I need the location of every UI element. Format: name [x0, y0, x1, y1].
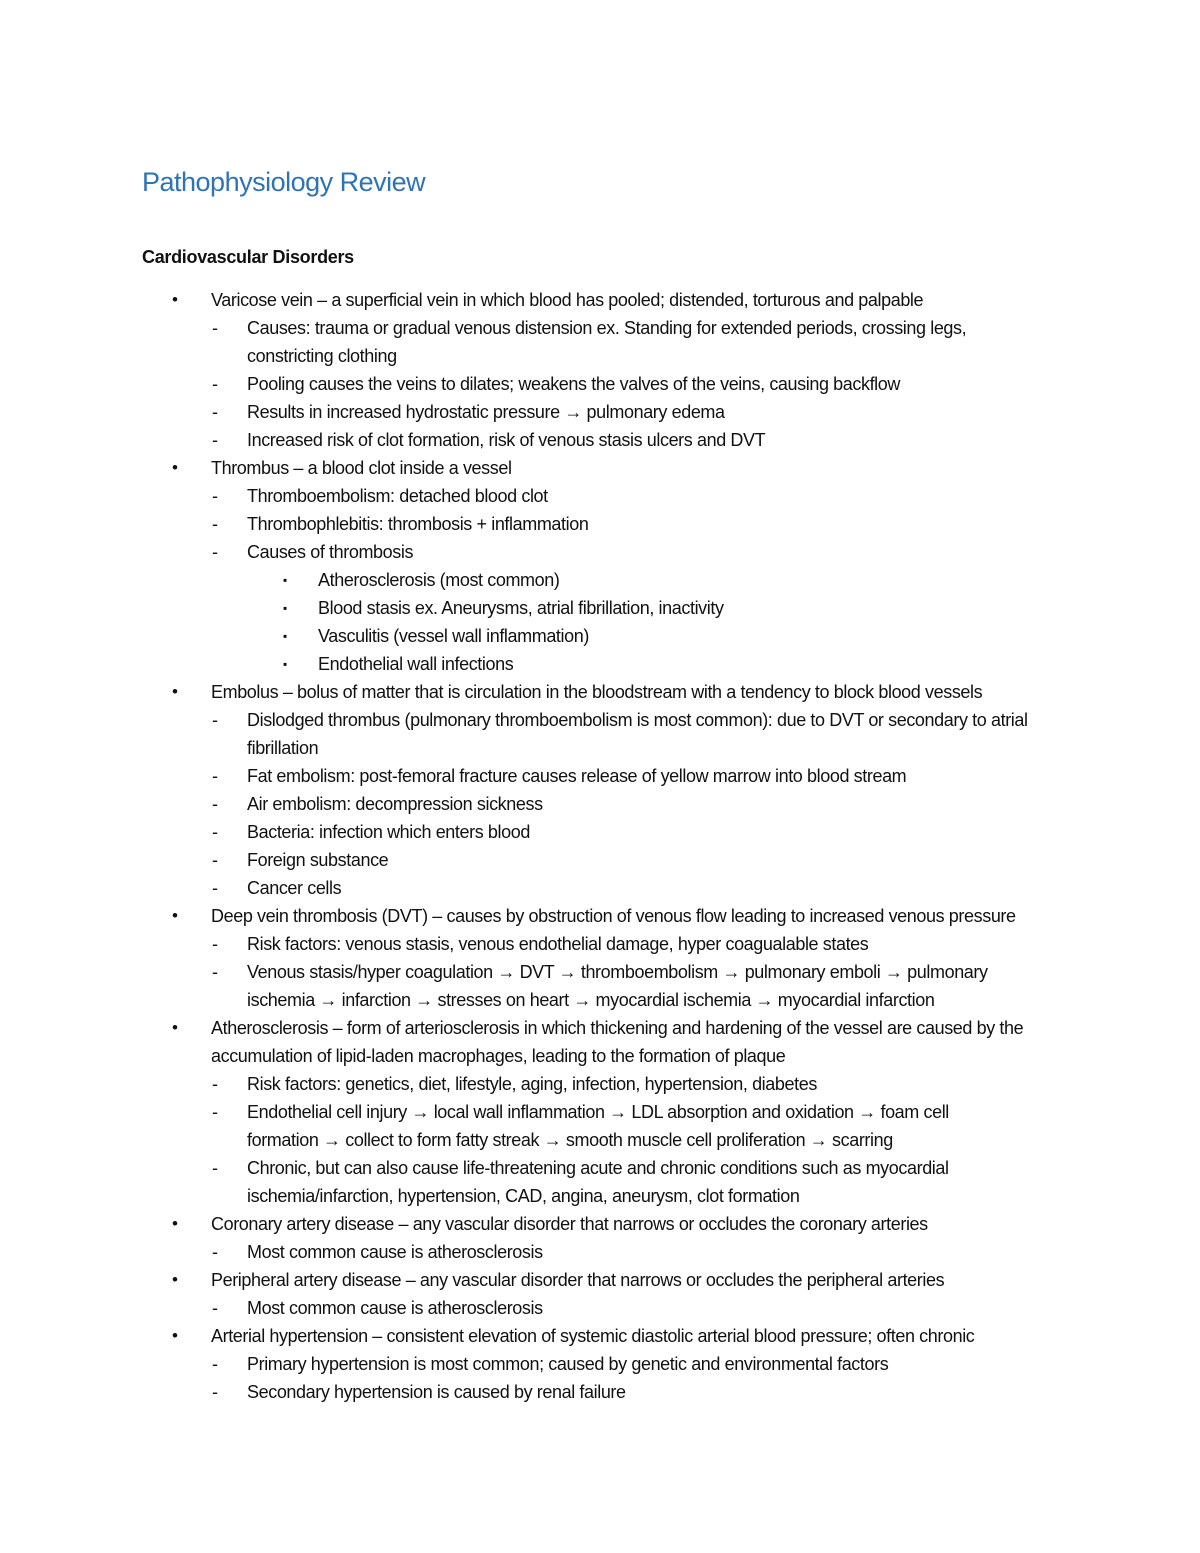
- outline-list: [0, 286, 1028, 1406]
- list-item-level-3: [0, 650, 1028, 678]
- list-item-level-1: [0, 678, 1028, 706]
- list-item-text: Risk factors: genetics, diet, lifestyle, aging, infection, hypertension, diabetes: [247, 1074, 817, 1094]
- dash-marker: -: [212, 430, 218, 450]
- list-item-level-1: [0, 454, 1028, 482]
- dash-marker: -: [212, 934, 218, 954]
- dash-marker: -: [212, 402, 218, 422]
- bullet-marker: ▪: [283, 629, 287, 643]
- list-item-level-2: [0, 874, 1028, 902]
- list-item-text: Chronic, but can also cause life-threatening acute and chronic conditions such as myocardial: [247, 1158, 949, 1178]
- list-item-text: Arterial hypertension – consistent elevation of systemic diastolic arterial blood pressure; often chronic: [211, 1326, 975, 1346]
- list-item-text: Primary hypertension is most common; caused by genetic and environmental factors: [247, 1354, 889, 1374]
- list-item-text: fibrillation: [247, 738, 319, 758]
- list-item-text: Results in increased hydrostatic pressure → pulmonary edema: [247, 402, 725, 422]
- list-item-text: Most common cause is atherosclerosis: [247, 1298, 543, 1318]
- list-item-text: Peripheral artery disease – any vascular disorder that narrows or occludes the peripheral arteries: [211, 1270, 945, 1290]
- bullet-marker: •: [172, 1214, 178, 1233]
- list-item-text: Cancer cells: [247, 878, 342, 898]
- list-item-level-2: [0, 706, 1028, 734]
- dash-marker: -: [212, 1382, 218, 1402]
- dash-marker: -: [212, 794, 218, 814]
- dash-marker: -: [212, 1354, 218, 1374]
- dash-marker: -: [212, 710, 218, 730]
- list-item-text: accumulation of lipid-laden macrophages, leading to the formation of plaque: [211, 1046, 786, 1066]
- list-item-text: Venous stasis/hyper coagulation → DVT → thromboembolism → pulmonary emboli → pulmonary: [247, 962, 988, 982]
- list-item-continuation: [0, 986, 1028, 1014]
- list-item-text: constricting clothing: [247, 346, 397, 366]
- list-item-level-2: [0, 1098, 1028, 1126]
- page-title: Pathophysiology Review: [142, 167, 426, 197]
- list-item-text: Embolus – bolus of matter that is circulation in the bloodstream with a tendency to block blood vessels: [211, 682, 983, 702]
- list-item-text: Dislodged thrombus (pulmonary thromboembolism is most common): due to DVT or secondary to atrial: [247, 710, 1028, 730]
- list-item-level-3: [0, 594, 1028, 622]
- bullet-marker: •: [172, 682, 178, 701]
- list-item-level-2: [0, 426, 1028, 454]
- list-item-text: Risk factors: venous stasis, venous endothelial damage, hyper coagualable states: [247, 934, 869, 954]
- list-item-level-2: [0, 958, 1028, 986]
- bullet-marker: ▪: [283, 601, 287, 615]
- list-item-level-2: [0, 1350, 1028, 1378]
- list-item-level-2: [0, 1238, 1028, 1266]
- dash-marker: -: [212, 1158, 218, 1178]
- list-item-text: Endothelial cell injury → local wall inflammation → LDL absorption and oxidation → foam cell: [247, 1102, 949, 1122]
- list-item-text: Varicose vein – a superficial vein in which blood has pooled; distended, torturous and palpable: [211, 290, 924, 310]
- list-item-level-2: [0, 1294, 1028, 1322]
- dash-marker: -: [212, 878, 218, 898]
- list-item-text: Increased risk of clot formation, risk of venous stasis ulcers and DVT: [247, 430, 766, 450]
- list-item-text: Atherosclerosis (most common): [318, 570, 560, 590]
- list-item-continuation: [0, 1042, 1028, 1070]
- list-item-continuation: [0, 1182, 1028, 1210]
- list-item-text: Fat embolism: post-femoral fracture causes release of yellow marrow into blood stream: [247, 766, 907, 786]
- list-item-level-1: [0, 286, 1028, 314]
- list-item-text: ischemia → infarction → stresses on heart → myocardial ischemia → myocardial infarction: [247, 990, 935, 1010]
- list-item-level-2: [0, 510, 1028, 538]
- list-item-continuation: [0, 734, 1028, 762]
- list-item-text: Causes: trauma or gradual venous distension ex. Standing for extended periods, crossing legs,: [247, 318, 967, 338]
- bullet-marker: •: [172, 1326, 178, 1345]
- dash-marker: -: [212, 1242, 218, 1262]
- list-item-level-2: [0, 846, 1028, 874]
- dash-marker: -: [212, 850, 218, 870]
- list-item-text: Bacteria: infection which enters blood: [247, 822, 530, 842]
- dash-marker: -: [212, 318, 218, 338]
- list-item-level-1: [0, 1014, 1028, 1042]
- list-item-level-2: [0, 538, 1028, 566]
- list-item-continuation: [0, 1126, 1028, 1154]
- list-item-level-2: [0, 1154, 1028, 1182]
- dash-marker: -: [212, 1074, 218, 1094]
- list-item-text: Atherosclerosis – form of arteriosclerosis in which thickening and hardening of the vessel are caused by the: [211, 1018, 1024, 1038]
- list-item-level-3: [0, 622, 1028, 650]
- dash-marker: -: [212, 962, 218, 982]
- list-item-text: Air embolism: decompression sickness: [247, 794, 543, 814]
- list-item-text: Pooling causes the veins to dilates; weakens the valves of the veins, causing backflow: [247, 374, 900, 394]
- list-item-text: Most common cause is atherosclerosis: [247, 1242, 543, 1262]
- list-item-level-2: [0, 370, 1028, 398]
- list-item-text: Thrombus – a blood clot inside a vessel: [211, 458, 512, 478]
- list-item-text: Thrombophlebitis: thrombosis + inflammation: [247, 514, 589, 534]
- bullet-marker: •: [172, 290, 178, 309]
- list-item-level-1: [0, 1266, 1028, 1294]
- list-item-text: Coronary artery disease – any vascular disorder that narrows or occludes the coronary arteries: [211, 1214, 928, 1234]
- list-item-level-1: [0, 1322, 1028, 1350]
- list-item-level-2: [0, 1070, 1028, 1098]
- dash-marker: -: [212, 766, 218, 786]
- list-item-text: Blood stasis ex. Aneurysms, atrial fibrillation, inactivity: [318, 598, 724, 618]
- dash-marker: -: [212, 514, 218, 534]
- list-item-text: ischemia/infarction, hypertension, CAD, angina, aneurysm, clot formation: [247, 1186, 800, 1206]
- list-item-text: Secondary hypertension is caused by renal failure: [247, 1382, 626, 1402]
- section-heading: Cardiovascular Disorders: [142, 247, 354, 267]
- list-item-level-2: [0, 818, 1028, 846]
- dash-marker: -: [212, 1298, 218, 1318]
- list-item-text: Causes of thrombosis: [247, 542, 414, 562]
- list-item-level-2: [0, 790, 1028, 818]
- list-item-level-2: [0, 1378, 1028, 1406]
- list-item-level-3: [0, 566, 1028, 594]
- list-item-level-1: [0, 902, 1028, 930]
- list-item-text: Thromboembolism: detached blood clot: [247, 486, 548, 506]
- list-item-level-2: [0, 930, 1028, 958]
- bullet-marker: •: [172, 458, 178, 477]
- bullet-marker: •: [172, 1018, 178, 1037]
- list-item-text: Vasculitis (vessel wall inflammation): [318, 626, 589, 646]
- list-item-text: Foreign substance: [247, 850, 389, 870]
- list-item-text: formation → collect to form fatty streak → smooth muscle cell proliferation → scarring: [247, 1130, 893, 1150]
- bullet-marker: ▪: [283, 657, 287, 671]
- list-item-level-2: [0, 482, 1028, 510]
- bullet-marker: •: [172, 906, 178, 925]
- list-item-continuation: [0, 342, 1028, 370]
- dash-marker: -: [212, 486, 218, 506]
- dash-marker: -: [212, 1102, 218, 1122]
- list-item-level-2: [0, 314, 1028, 342]
- bullet-marker: •: [172, 1270, 178, 1289]
- list-item-level-2: [0, 762, 1028, 790]
- list-item-text: Deep vein thrombosis (DVT) – causes by obstruction of venous flow leading to increased venous pressure: [211, 906, 1016, 926]
- list-item-text: Endothelial wall infections: [318, 654, 514, 674]
- dash-marker: -: [212, 374, 218, 394]
- dash-marker: -: [212, 542, 218, 562]
- bullet-marker: ▪: [283, 573, 287, 587]
- dash-marker: -: [212, 822, 218, 842]
- list-item-level-1: [0, 1210, 1028, 1238]
- list-item-level-2: [0, 398, 1028, 426]
